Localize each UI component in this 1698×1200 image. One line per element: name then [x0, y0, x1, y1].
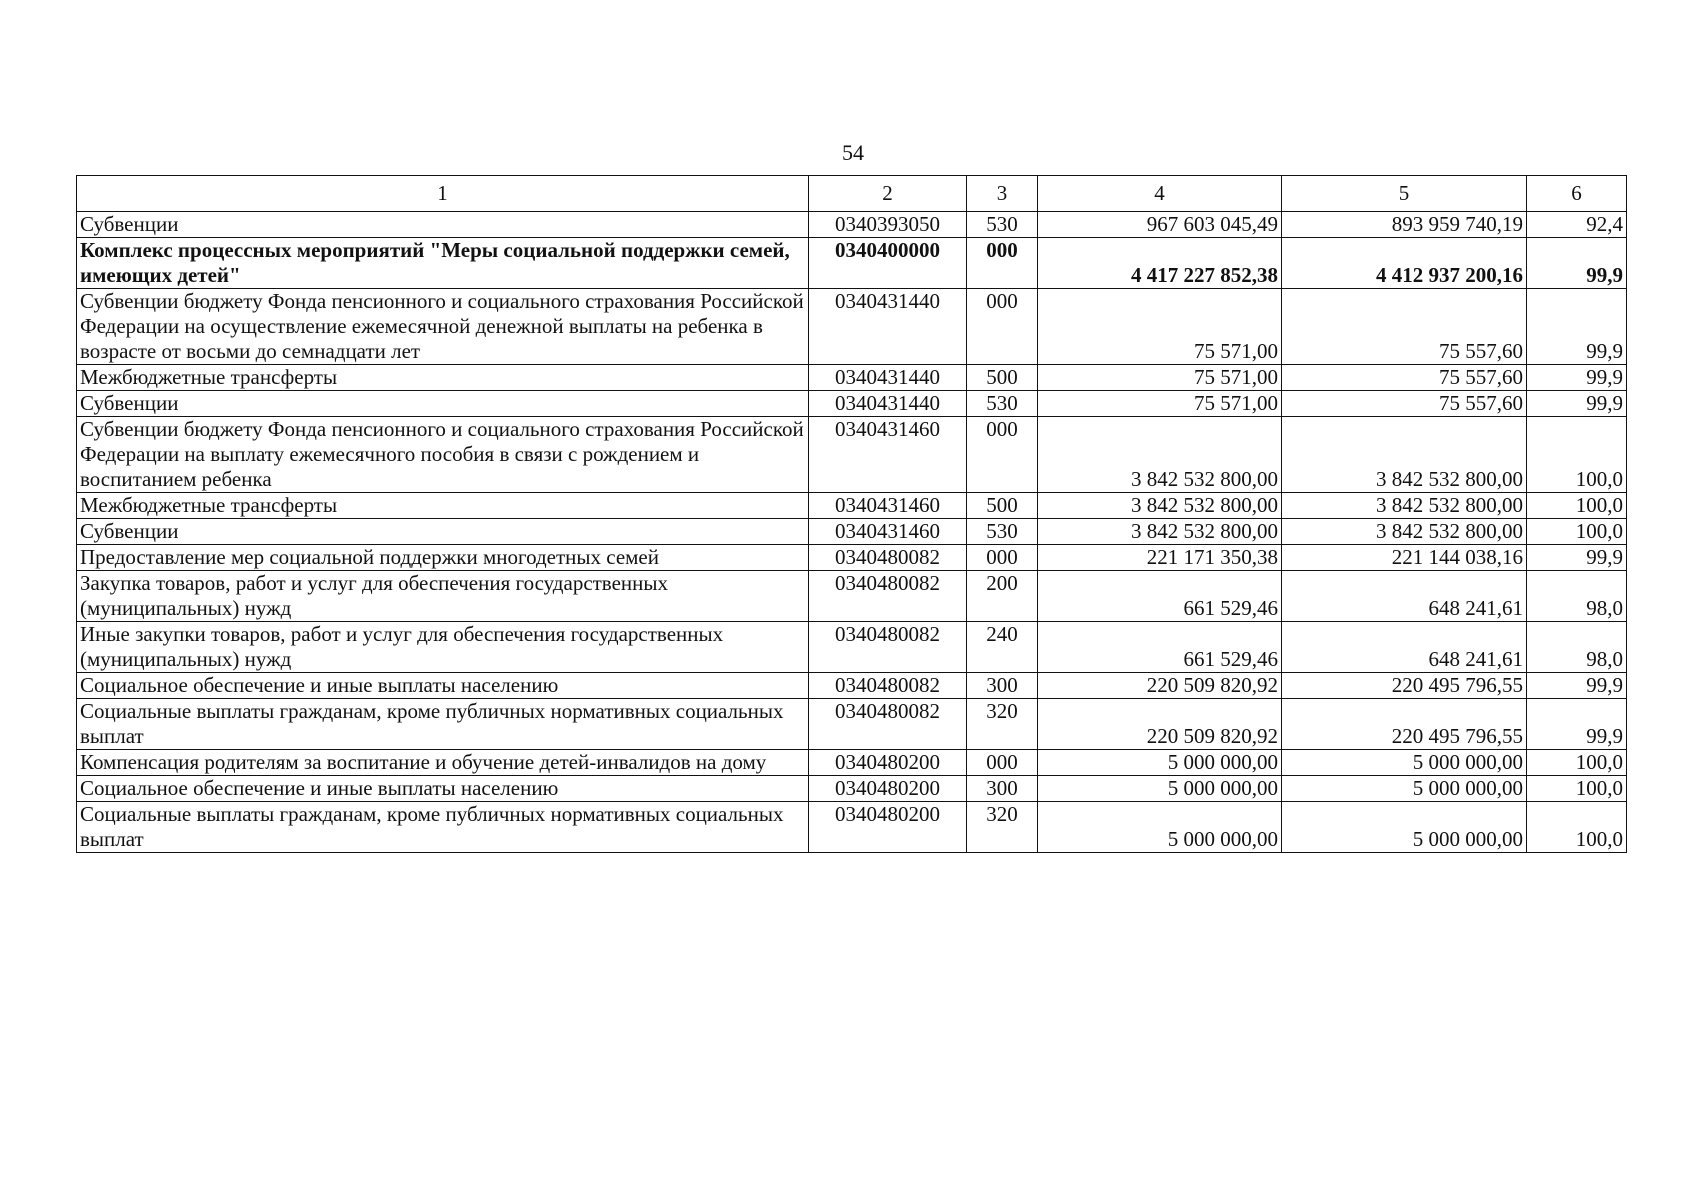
table-row	[77, 493, 1627, 519]
row-name-cell: Субвенции	[77, 519, 809, 545]
row-name-cell: Субвенции	[77, 391, 809, 417]
row-plan-amount-cell: 75 571,00	[1038, 289, 1282, 365]
row-type-cell: 000	[967, 750, 1038, 776]
row-plan-amount-cell: 75 571,00	[1038, 365, 1282, 391]
column-header-3: 3	[967, 176, 1038, 212]
row-type-cell: 000	[967, 289, 1038, 365]
row-name-cell: Компенсация родителям за воспитание и обучение детей-инвалидов на дому	[77, 750, 809, 776]
row-code-cell: 0340480200	[809, 750, 967, 776]
row-name-cell: Субвенции бюджету Фонда пенсионного и социального страхования Российской Федерации на осуществление ежемесячной денежной выплаты на ребенка в возрасте от восьми до семнадцати лет	[77, 289, 809, 365]
page-number: 54	[842, 140, 864, 165]
row-plan-amount-cell: 5 000 000,00	[1038, 750, 1282, 776]
row-type-cell: 500	[967, 365, 1038, 391]
table-row	[77, 699, 1627, 750]
row-actual-amount-cell: 75 557,60	[1282, 365, 1527, 391]
row-name-cell: Субвенции	[77, 212, 809, 238]
table-body	[77, 176, 1627, 853]
row-code-cell: 0340480082	[809, 622, 967, 673]
row-percent-cell: 98,0	[1527, 571, 1627, 622]
row-name-cell: Субвенции бюджету Фонда пенсионного и социального страхования Российской Федерации на выплату ежемесячного пособия в связи с рождением и воспитанием ребенка	[77, 417, 809, 493]
budget-execution-table	[76, 175, 1627, 853]
table-row	[77, 571, 1627, 622]
column-header-5: 5	[1282, 176, 1527, 212]
row-type-cell: 320	[967, 802, 1038, 853]
table-row	[77, 750, 1627, 776]
row-type-cell: 500	[967, 493, 1038, 519]
row-code-cell: 0340431440	[809, 289, 967, 365]
row-actual-amount-cell: 648 241,61	[1282, 571, 1527, 622]
row-type-cell: 300	[967, 673, 1038, 699]
row-name-cell: Предоставление мер социальной поддержки многодетных семей	[77, 545, 809, 571]
column-header-2: 2	[809, 176, 967, 212]
row-type-cell: 000	[967, 417, 1038, 493]
row-percent-cell: 100,0	[1527, 750, 1627, 776]
table-header-row	[77, 176, 1627, 212]
row-actual-amount-cell: 75 557,60	[1282, 391, 1527, 417]
row-percent-cell: 99,9	[1527, 289, 1627, 365]
row-type-cell: 530	[967, 391, 1038, 417]
table-row	[77, 545, 1627, 571]
table-row	[77, 365, 1627, 391]
row-name-cell: Комплекс процессных мероприятий "Меры социальной поддержки семей, имеющих детей"	[77, 238, 809, 289]
column-header-6: 6	[1527, 176, 1627, 212]
table-row	[77, 289, 1627, 365]
table-row	[77, 417, 1627, 493]
row-actual-amount-cell: 4 412 937 200,16	[1282, 238, 1527, 289]
row-actual-amount-cell: 3 842 532 800,00	[1282, 417, 1527, 493]
row-type-cell: 530	[967, 519, 1038, 545]
row-percent-cell: 99,9	[1527, 699, 1627, 750]
row-percent-cell: 99,9	[1527, 545, 1627, 571]
row-percent-cell: 100,0	[1527, 417, 1627, 493]
row-code-cell: 0340480082	[809, 673, 967, 699]
row-name-cell: Социальное обеспечение и иные выплаты населению	[77, 673, 809, 699]
row-type-cell: 000	[967, 238, 1038, 289]
table-row	[77, 238, 1627, 289]
row-actual-amount-cell: 648 241,61	[1282, 622, 1527, 673]
row-percent-cell: 100,0	[1527, 493, 1627, 519]
table-row	[77, 673, 1627, 699]
row-plan-amount-cell: 4 417 227 852,38	[1038, 238, 1282, 289]
row-percent-cell: 100,0	[1527, 519, 1627, 545]
row-actual-amount-cell: 220 495 796,55	[1282, 699, 1527, 750]
row-plan-amount-cell: 5 000 000,00	[1038, 776, 1282, 802]
row-plan-amount-cell: 75 571,00	[1038, 391, 1282, 417]
row-code-cell: 0340480200	[809, 802, 967, 853]
row-percent-cell: 98,0	[1527, 622, 1627, 673]
row-code-cell: 0340400000	[809, 238, 967, 289]
row-actual-amount-cell: 5 000 000,00	[1282, 802, 1527, 853]
row-code-cell: 0340393050	[809, 212, 967, 238]
row-code-cell: 0340431460	[809, 519, 967, 545]
row-code-cell: 0340431440	[809, 365, 967, 391]
table-row	[77, 802, 1627, 853]
row-plan-amount-cell: 661 529,46	[1038, 571, 1282, 622]
row-name-cell: Закупка товаров, работ и услуг для обеспечения государственных (муниципальных) нужд	[77, 571, 809, 622]
row-plan-amount-cell: 3 842 532 800,00	[1038, 519, 1282, 545]
row-plan-amount-cell: 3 842 532 800,00	[1038, 493, 1282, 519]
row-type-cell: 300	[967, 776, 1038, 802]
row-type-cell: 200	[967, 571, 1038, 622]
row-code-cell: 0340480200	[809, 776, 967, 802]
table-row	[77, 776, 1627, 802]
row-type-cell: 320	[967, 699, 1038, 750]
row-percent-cell: 99,9	[1527, 391, 1627, 417]
table-row	[77, 212, 1627, 238]
row-plan-amount-cell: 661 529,46	[1038, 622, 1282, 673]
row-name-cell: Межбюджетные трансферты	[77, 493, 809, 519]
row-plan-amount-cell: 5 000 000,00	[1038, 802, 1282, 853]
row-plan-amount-cell: 967 603 045,49	[1038, 212, 1282, 238]
row-plan-amount-cell: 220 509 820,92	[1038, 699, 1282, 750]
column-header-4: 4	[1038, 176, 1282, 212]
row-code-cell: 0340480082	[809, 699, 967, 750]
row-plan-amount-cell: 220 509 820,92	[1038, 673, 1282, 699]
row-actual-amount-cell: 75 557,60	[1282, 289, 1527, 365]
row-percent-cell: 92,4	[1527, 212, 1627, 238]
table-row	[77, 622, 1627, 673]
row-plan-amount-cell: 3 842 532 800,00	[1038, 417, 1282, 493]
row-name-cell: Иные закупки товаров, работ и услуг для обеспечения государственных (муниципальных) нужд	[77, 622, 809, 673]
row-actual-amount-cell: 221 144 038,16	[1282, 545, 1527, 571]
table-row	[77, 391, 1627, 417]
row-name-cell: Социальное обеспечение и иные выплаты населению	[77, 776, 809, 802]
row-actual-amount-cell: 5 000 000,00	[1282, 750, 1527, 776]
row-actual-amount-cell: 893 959 740,19	[1282, 212, 1527, 238]
row-code-cell: 0340480082	[809, 545, 967, 571]
row-percent-cell: 99,9	[1527, 365, 1627, 391]
row-name-cell: Социальные выплаты гражданам, кроме публичных нормативных социальных выплат	[77, 699, 809, 750]
row-percent-cell: 100,0	[1527, 776, 1627, 802]
row-actual-amount-cell: 3 842 532 800,00	[1282, 493, 1527, 519]
row-type-cell: 240	[967, 622, 1038, 673]
row-code-cell: 0340480082	[809, 571, 967, 622]
row-name-cell: Межбюджетные трансферты	[77, 365, 809, 391]
table-row	[77, 519, 1627, 545]
row-actual-amount-cell: 220 495 796,55	[1282, 673, 1527, 699]
row-code-cell: 0340431460	[809, 417, 967, 493]
row-plan-amount-cell: 221 171 350,38	[1038, 545, 1282, 571]
row-code-cell: 0340431460	[809, 493, 967, 519]
row-actual-amount-cell: 3 842 532 800,00	[1282, 519, 1527, 545]
column-header-1: 1	[77, 176, 809, 212]
row-actual-amount-cell: 5 000 000,00	[1282, 776, 1527, 802]
row-type-cell: 530	[967, 212, 1038, 238]
row-percent-cell: 100,0	[1527, 802, 1627, 853]
row-percent-cell: 99,9	[1527, 673, 1627, 699]
row-name-cell: Социальные выплаты гражданам, кроме публичных нормативных социальных выплат	[77, 802, 809, 853]
row-code-cell: 0340431440	[809, 391, 967, 417]
row-type-cell: 000	[967, 545, 1038, 571]
row-percent-cell: 99,9	[1527, 238, 1627, 289]
